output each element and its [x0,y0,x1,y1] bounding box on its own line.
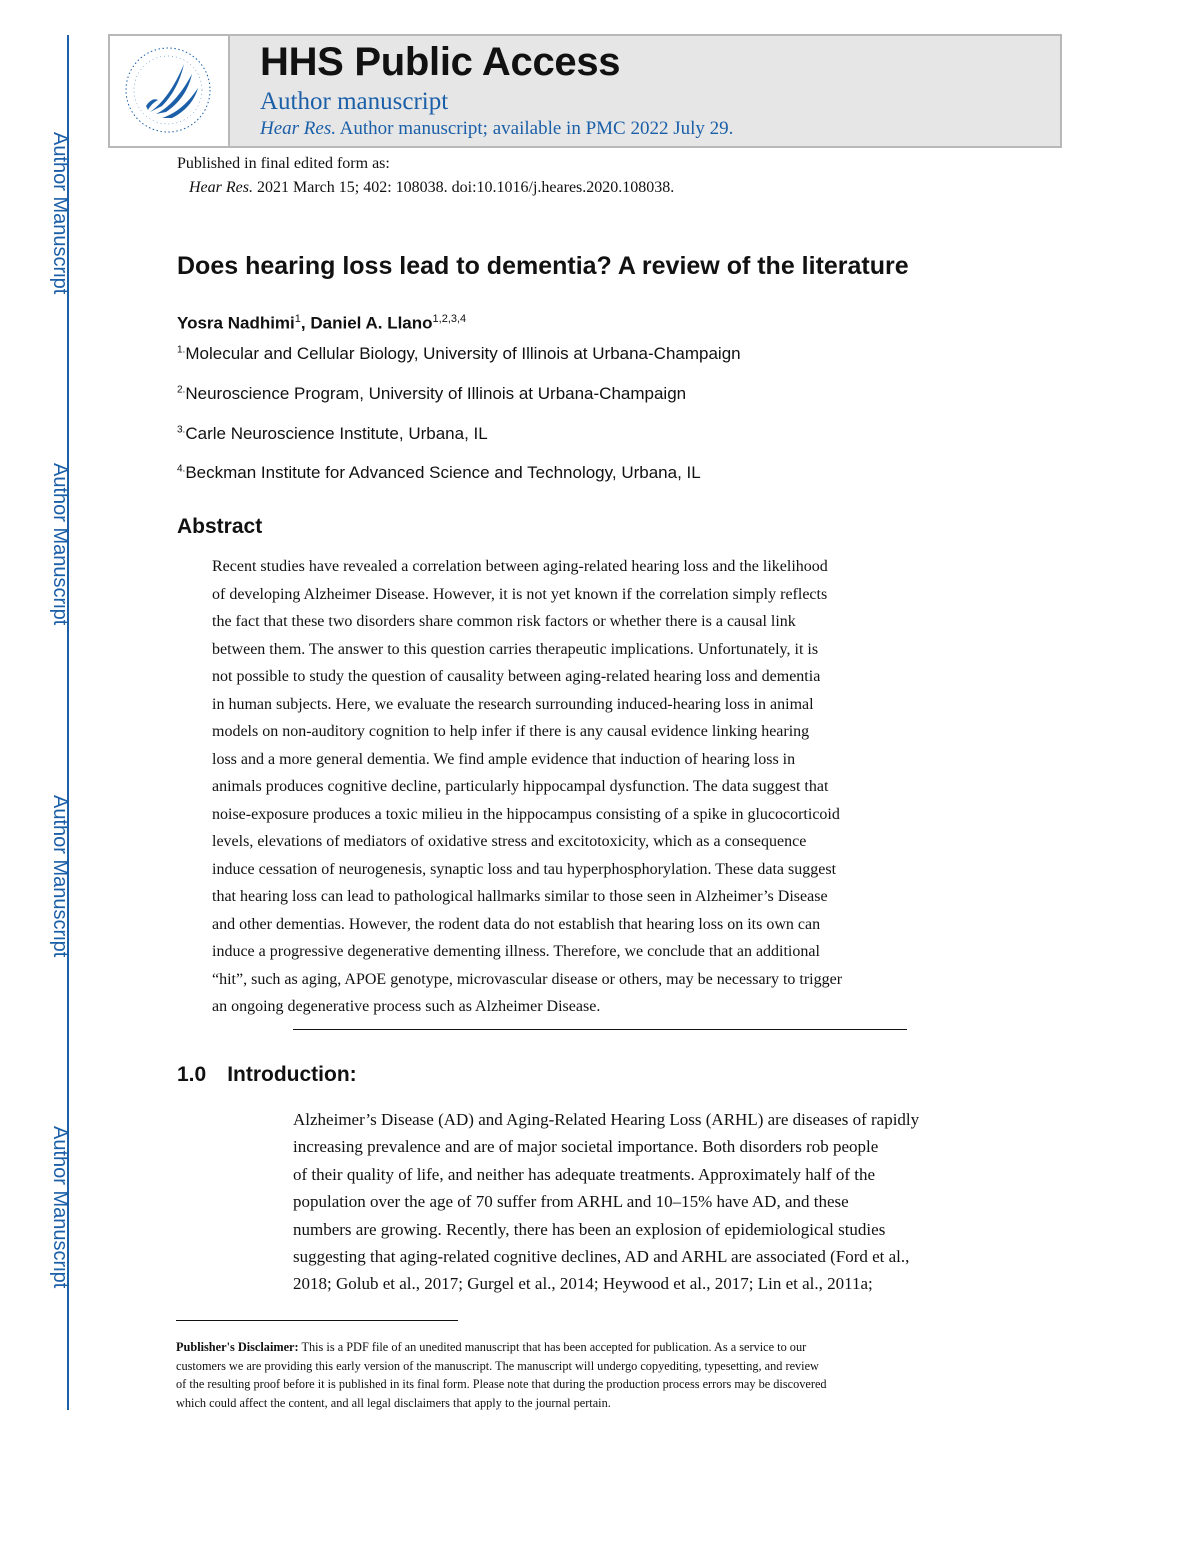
abstract-line: noise-exposure produces a toxic milieu in the hippocampus consisting of a spike in glucocorticoid [212,805,840,823]
hhs-eagle-seal-icon [122,44,214,136]
abstract-line: Recent studies have revealed a correlation between aging-related hearing loss and the likelihood [212,558,828,575]
side-label-author-manuscript: Author Manuscript [49,1126,71,1289]
introduction-line: 2018; Golub et al., 2017; Gurgel et al., 2014; Heywood et al., 2017; Lin et al., 2011a; [293,1274,873,1294]
abstract-line: an ongoing degenerative process such as Alzheimer Disease. [212,998,601,1015]
published-citation [189,179,674,197]
affiliation-number: 4. [177,463,186,475]
affiliation [177,463,701,483]
affiliation-text: Molecular and Cellular Biology, University of Illinois at Urbana-Champaign [185,344,741,363]
abstract-divider [293,1029,907,1030]
hhs-header-banner [108,34,1062,148]
footnote-line: of the resulting proof before it is published in its final form. Please note that during the production process errors may be discovered [176,1377,827,1391]
logo-cell [110,36,230,146]
disclaimer-text: This is a PDF file of an unedited manuscript that has been accepted for publication. As a service to our [298,1340,807,1354]
abstract-line: induce a progressive degenerative dementing illness. Therefore, we conclude that an additional [212,943,820,960]
abstract-line: between them. The answer to this question carries therapeutic implications. Unfortunately, it is [212,640,819,658]
published-citation-text: 2021 March 15; 402: 108038. doi:10.1016/j.heares.2020.108038. [252,179,675,196]
footnote-line: which could affect the content, and all legal disclaimers that apply to the journal pertain. [176,1395,611,1410]
abstract-line: animals produces cognitive decline, particularly hippocampal dysfunction. The data suggest that [212,778,829,795]
abstract-line: in human subjects. Here, we evaluate the research surrounding induced-hearing loss in animal [212,695,814,713]
affiliation [177,384,686,404]
paper-title: Does hearing loss lead to dementia? A review of the literature [177,252,909,280]
affiliation-number: 2. [177,384,186,396]
abstract-line: “hit”, such as aging, APOE genotype, microvascular disease or others, may be necessary to trigger [212,970,843,988]
author-affiliation-ref: 1 [294,313,301,325]
abstract-line: models on non-auditory cognition to help infer if there is any causal evidence linking hearing [212,723,810,740]
disclaimer-label: Publisher's Disclaimer: [176,1340,299,1354]
journal-name: Hear Res. [189,179,253,196]
citation-text: Author manuscript; available in PMC 2022 July 29. [335,118,734,139]
publisher-disclaimer [176,1338,1036,1412]
footnote-line: customers we are providing this early version of the manuscript. The manuscript will undergo copyediting, typesetting, and review [176,1358,819,1373]
abstract-line: induce cessation of neurogenesis, synaptic loss and tau hyperphosphorylation. These data suggest [212,860,837,878]
introduction-line: suggesting that aging-related cognitive declines, AD and ARHL are associated (Ford et al., [293,1247,910,1267]
introduction-line: of their quality of life, and neither has adequate treatments. Approximately half of the [293,1164,876,1184]
affiliation-number: 3. [177,424,186,436]
introduction-line: numbers are growing. Recently, there has been an explosion of epidemiological studies [293,1219,886,1239]
abstract-body [212,553,1012,1021]
manuscript-citation [260,118,733,140]
affiliation-text: Carle Neuroscience Institute, Urbana, IL [185,424,488,443]
abstract-heading: Abstract [177,515,263,538]
affiliation-text: Neuroscience Program, University of Illinois at Urbana-Champaign [185,384,687,403]
introduction-line: population over the age of 70 suffer from ARHL and 10–15% have AD, and these [293,1192,849,1212]
abstract-line: loss and a more general dementia. We find ample evidence that induction of hearing loss in [212,750,796,768]
introduction-body [293,1106,1053,1298]
author-name: Daniel A. Llano [310,313,433,333]
abstract-line: not possible to study the question of causality between aging-related hearing loss and dementia [212,668,821,685]
author-list [177,313,466,334]
introduction-heading: 1.0 Introduction: [177,1063,357,1086]
author-affiliation-ref: 1,2,3,4 [432,313,467,325]
hhs-public-access-title: HHS Public Access [260,40,621,84]
abstract-line: that hearing loss can lead to pathological hallmarks similar to those seen in Alzheimer’s Disease [212,888,828,905]
side-label-author-manuscript: Author Manuscript [49,132,71,295]
affiliation [177,344,741,364]
abstract-line: of developing Alzheimer Disease. However, it is not yet known if the correlation simply reflects [212,585,828,603]
author-name: Yosra Nadhimi [177,313,295,333]
introduction-line: increasing prevalence and are of major societal importance. Both disorders rob people [293,1137,879,1157]
footnote-line [176,1338,1036,1357]
published-label: Published in final edited form as: [177,155,390,172]
affiliation-text: Beckman Institute for Advanced Science and Technology, Urbana, IL [185,463,701,482]
footnote-divider [176,1320,458,1321]
side-label-author-manuscript: Author Manuscript [49,463,71,626]
affiliation-number: 1. [177,344,186,356]
author-manuscript-subtitle: Author manuscript [260,88,449,115]
affiliation [177,424,488,444]
author-separator: , [300,313,311,333]
introduction-line: Alzheimer’s Disease (AD) and Aging-Related Hearing Loss (ARHL) are diseases of rapidly [293,1110,920,1129]
abstract-line: levels, elevations of mediators of oxidative stress and excitotoxicity, which as a consequence [212,833,807,850]
abstract-line: the fact that these two disorders share common risk factors or whether there is a causal link [212,613,796,630]
abstract-line: and other dementias. However, the rodent data do not establish that hearing loss on its own can [212,915,821,933]
journal-name: Hear Res. [260,118,336,139]
side-label-author-manuscript: Author Manuscript [49,795,71,958]
